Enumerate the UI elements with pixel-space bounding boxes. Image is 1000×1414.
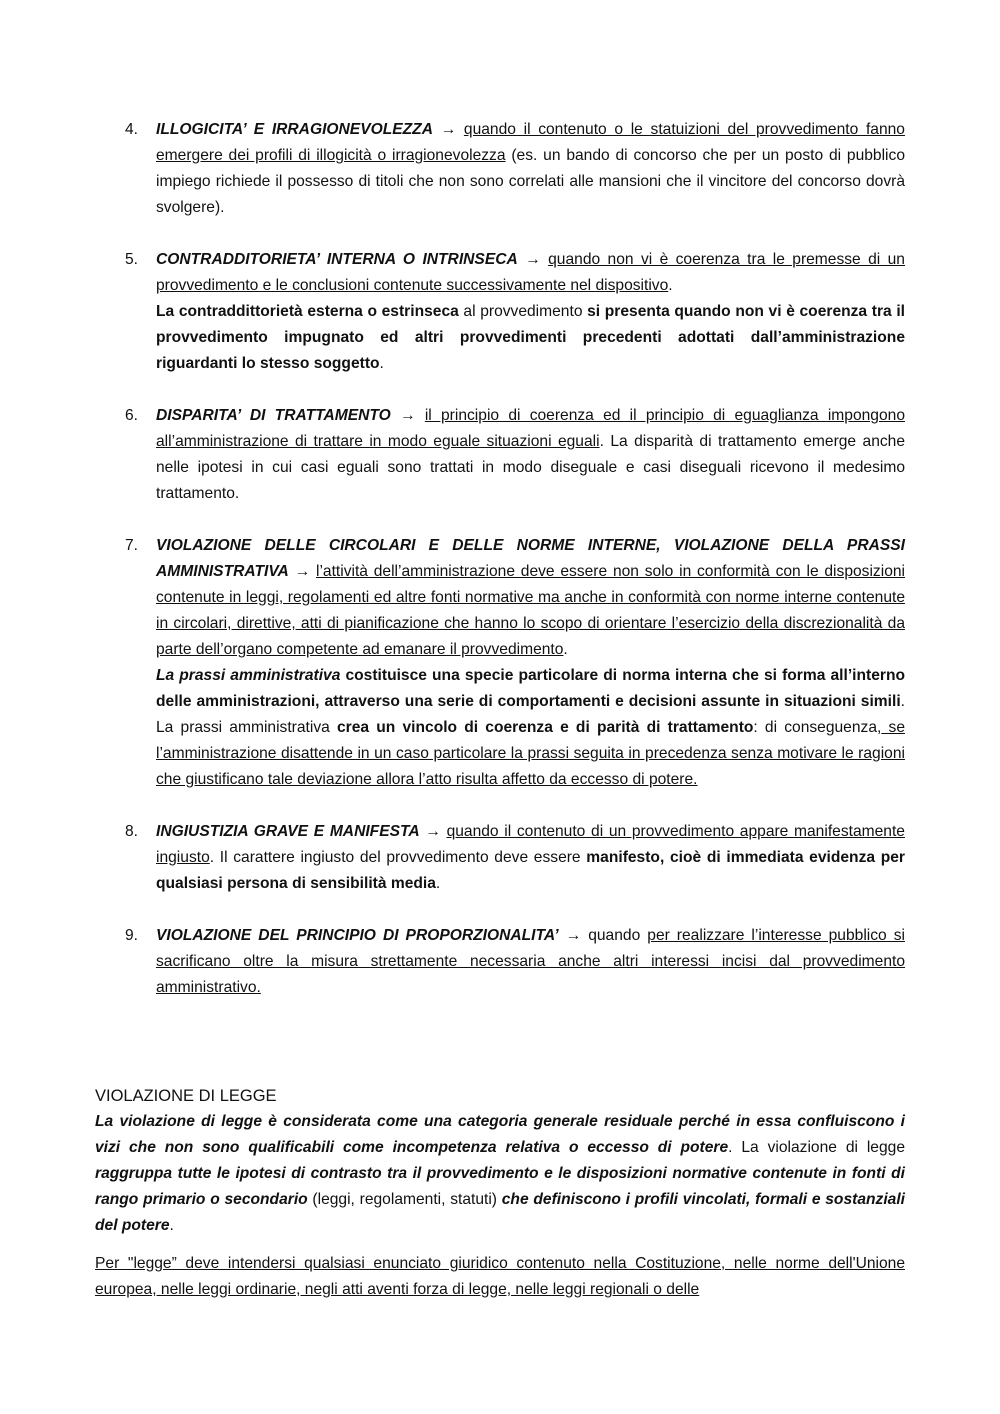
- section-paragraph-2: [95, 1251, 905, 1303]
- bold-italic-text: La prassi amministrativa: [156, 667, 341, 684]
- body-text: . Il carattere ingiusto del provvedimento deve essere: [209, 849, 587, 866]
- underlined-text: per realizzare l’interesse pubblico si sacrificano oltre la misura strettamente necessaria anche altri interessi incisi dal provvedimento amministrativo.: [156, 927, 905, 996]
- body-text: .: [379, 355, 384, 372]
- item-heading: VIOLAZIONE DEL PRINCIPIO DI PROPORZIONALITA’: [156, 927, 559, 944]
- item-paragraph: [156, 533, 905, 663]
- body-text: quando: [581, 927, 648, 944]
- bold-italic-text: che definiscono i profili vincolati, formali e sostanziali del potere: [95, 1191, 905, 1234]
- item-paragraph-2: [156, 299, 905, 377]
- section-title: VIOLAZIONE DI LEGGE: [95, 1087, 277, 1105]
- section-paragraph-1: [95, 1109, 905, 1239]
- item-heading: INGIUSTIZIA GRAVE E MANIFESTA: [156, 823, 420, 840]
- item-paragraph: [156, 923, 905, 1001]
- body-text: . La violazione di legge: [728, 1139, 905, 1156]
- arrow-right-icon: →: [565, 927, 582, 944]
- underlined-text: quando il contenuto o le statuizioni del provvedimento fanno emergere dei profili di illogicità o irragionevolezza: [156, 121, 905, 164]
- item-heading: CONTRADDITORIETA’ INTERNA O INTRINSECA: [156, 251, 518, 268]
- body-text: . La prassi amministrativa: [156, 693, 905, 736]
- list-item-6: [120, 403, 905, 507]
- bold-text: si presenta quando non vi è coerenza tra il provvedimento impugnato ed altri provvedimenti precedenti adottati dall’amministrazione riguardanti lo stesso soggetto: [156, 303, 905, 372]
- bold-italic-text: La violazione di legge è considerata come una categoria generale residuale perché in essa confluiscono i vizi che non sono qualificabili come incompetenza relativa o eccesso di potere: [95, 1113, 905, 1156]
- arrow-right-icon: →: [525, 251, 541, 268]
- list-item-5: [120, 247, 905, 377]
- list-item-4: [120, 117, 905, 221]
- item-paragraph: [156, 247, 905, 299]
- item-heading: VIOLAZIONE DELLE CIRCOLARI E DELLE NORME INTERNE, VIOLAZIONE DELLA PRASSI AMMINISTRATIVA: [156, 537, 905, 580]
- item-heading: DISPARITA’ DI TRATTAMENTO: [156, 407, 391, 424]
- body-text: .: [563, 641, 568, 658]
- list-eccesso-di-potere: [120, 117, 905, 1001]
- item-number: 5.: [125, 251, 139, 268]
- body-text: .: [169, 1217, 174, 1234]
- item-number: 6.: [125, 407, 139, 424]
- body-text: (es. un bando di concorso che per un posto di pubblico impiego richiede il possesso di titoli che non sono correlati alle mansioni che il vincitore del concorso dovrà svolgere).: [156, 147, 905, 216]
- section-violazione-di-legge: [95, 1083, 905, 1303]
- bold-text: crea un vincolo di coerenza e di parità di trattamento: [337, 719, 754, 736]
- bold-text: La contraddittorietà esterna o estrinseca: [156, 303, 459, 320]
- body-text: : di conseguenza,: [753, 719, 882, 736]
- item-paragraph: [156, 819, 905, 897]
- body-text: (leggi, regolamenti, statuti): [307, 1191, 502, 1208]
- underlined-text: quando il contenuto di un provvedimento appare manifestamente ingiusto: [156, 823, 905, 866]
- list-item-8: [120, 819, 905, 897]
- item-paragraph: [156, 403, 905, 507]
- item-number: 4.: [125, 121, 139, 138]
- arrow-right-icon: →: [400, 407, 416, 424]
- item-number: 7.: [125, 537, 139, 554]
- item-paragraph-2: [156, 663, 905, 793]
- underlined-text: l’attività dell’amministrazione deve essere non solo in conformità con le disposizioni contenute in leggi, regolamenti ed altre fonti normative ma anche in conformità con norme interne contenute in circolari, direttive, atti di pianificazione che hanno lo scopo di orientare l’esercizio della discrezionalità da parte dell’organo competente ad emanare il provvedimento: [156, 563, 906, 658]
- list-item-7: [120, 533, 905, 793]
- item-number: 8.: [125, 823, 139, 840]
- body-text: .: [435, 875, 441, 892]
- body-text: .: [668, 277, 673, 294]
- list-item-9: [120, 923, 905, 1001]
- bold-text: manifesto, cioè di immediata evidenza per qualsiasi persona di sensibilità media: [156, 849, 905, 892]
- body-text: al provvedimento: [458, 303, 588, 320]
- bold-text: costituisce una specie particolare di norma interna che si forma all’interno delle amministrazioni, attraverso una serie di comportamenti e decisioni assunte in situazioni simili: [156, 667, 905, 710]
- body-text: . La disparità di trattamento emerge anche nelle ipotesi in cui casi eguali sono trattati in modo diseguale e casi diseguali ricevono il medesimo trattamento.: [156, 433, 906, 502]
- underlined-text: quando non vi è coerenza tra le premesse di un provvedimento e le conclusioni contenute successivamente nel dispositivo: [156, 251, 905, 294]
- arrow-right-icon: →: [440, 121, 457, 138]
- item-heading: ILLOGICITA’ E IRRAGIONEVOLEZZA: [156, 121, 433, 138]
- arrow-right-icon: →: [425, 823, 441, 840]
- item-number: 9.: [125, 927, 139, 944]
- underlined-text: il principio di coerenza ed il principio di eguaglianza impongono all’amministrazione di trattare in modo eguale situazioni eguali: [156, 407, 905, 450]
- item-paragraph: [156, 117, 905, 221]
- arrow-right-icon: →: [294, 563, 311, 580]
- underlined-text: Per "legge” deve intendersi qualsiasi enunciato giuridico contenuto nella Costituzione, nelle norme dell'Unione europea, nelle leggi ordinarie, negli atti aventi forza di legge, nelle leggi regionali o delle: [95, 1255, 905, 1298]
- underlined-text: se l’amministrazione disattende in un caso particolare la prassi seguita in precedenza senza motivare le ragioni che giustificano tale deviazione allora l’atto risulta affetto da eccesso di potere.: [156, 719, 905, 788]
- bold-italic-text: raggruppa tutte le ipotesi di contrasto tra il provvedimento e le disposizioni normative contenute in fonti di rango primario o secondario: [95, 1165, 905, 1208]
